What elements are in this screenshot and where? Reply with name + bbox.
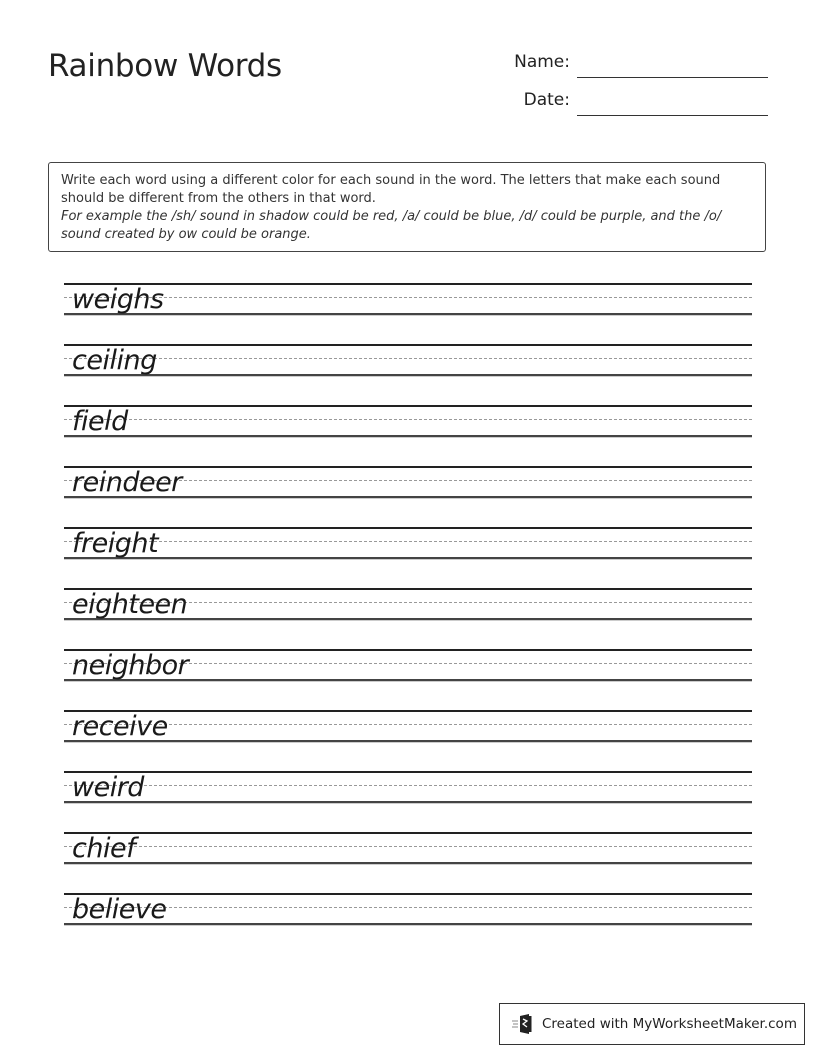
baseline — [64, 923, 752, 926]
trace-word: chief — [72, 833, 136, 864]
baseline — [64, 801, 752, 804]
page-title: Rainbow Words — [48, 48, 282, 84]
handwriting-row[interactable] — [64, 344, 752, 385]
handwriting-row[interactable] — [64, 771, 752, 812]
midline-dashed — [64, 297, 752, 298]
top-line — [64, 893, 752, 895]
name-label: Name: — [514, 52, 570, 72]
baseline — [64, 862, 752, 865]
date-field — [470, 86, 768, 116]
baseline — [64, 374, 752, 377]
trace-word: weird — [72, 772, 144, 803]
name-input-line[interactable] — [577, 77, 768, 78]
midline-dashed — [64, 907, 752, 908]
credit-badge[interactable] — [499, 1003, 805, 1045]
top-line — [64, 344, 752, 346]
trace-word: field — [72, 406, 128, 437]
midline-dashed — [64, 358, 752, 359]
handwriting-row[interactable] — [64, 527, 752, 568]
instructions-box — [48, 162, 766, 252]
trace-word: weighs — [72, 284, 164, 315]
midline-dashed — [64, 541, 752, 542]
midline-dashed — [64, 419, 752, 420]
name-field — [470, 48, 768, 78]
date-input-line[interactable] — [577, 115, 768, 116]
trace-word: eighteen — [72, 589, 188, 620]
worksheet-maker-logo-icon — [512, 1014, 534, 1034]
trace-word: believe — [72, 894, 167, 925]
trace-word: freight — [72, 528, 159, 559]
top-line — [64, 405, 752, 407]
instructions-text: Write each word using a different color for each sound in the word. The letters that make each sound should be different from the others in that word. — [61, 173, 721, 206]
handwriting-row[interactable] — [64, 283, 752, 324]
top-line — [64, 283, 752, 285]
baseline — [64, 435, 752, 438]
handwriting-row[interactable] — [64, 405, 752, 446]
midline-dashed — [64, 846, 752, 847]
baseline — [64, 557, 752, 560]
trace-word: ceiling — [72, 345, 157, 376]
handwriting-row[interactable] — [64, 710, 752, 751]
trace-word: neighbor — [72, 650, 189, 681]
handwriting-row[interactable] — [64, 588, 752, 629]
handwriting-row[interactable] — [64, 832, 752, 873]
handwriting-row[interactable] — [64, 649, 752, 690]
trace-word: receive — [72, 711, 168, 742]
top-line — [64, 527, 752, 529]
handwriting-row[interactable] — [64, 893, 752, 934]
trace-word: reindeer — [72, 467, 182, 498]
handwriting-row[interactable] — [64, 466, 752, 507]
midline-dashed — [64, 785, 752, 786]
baseline — [64, 313, 752, 316]
instructions-example: For example the /sh/ sound in shadow could be red, /a/ could be blue, /d/ could be purple, and the /o/ sound created by ow could be orange. — [61, 209, 722, 242]
credit-text: Created with MyWorksheetMaker.com — [542, 1016, 797, 1032]
date-label: Date: — [523, 90, 570, 110]
top-line — [64, 771, 752, 773]
top-line — [64, 832, 752, 834]
